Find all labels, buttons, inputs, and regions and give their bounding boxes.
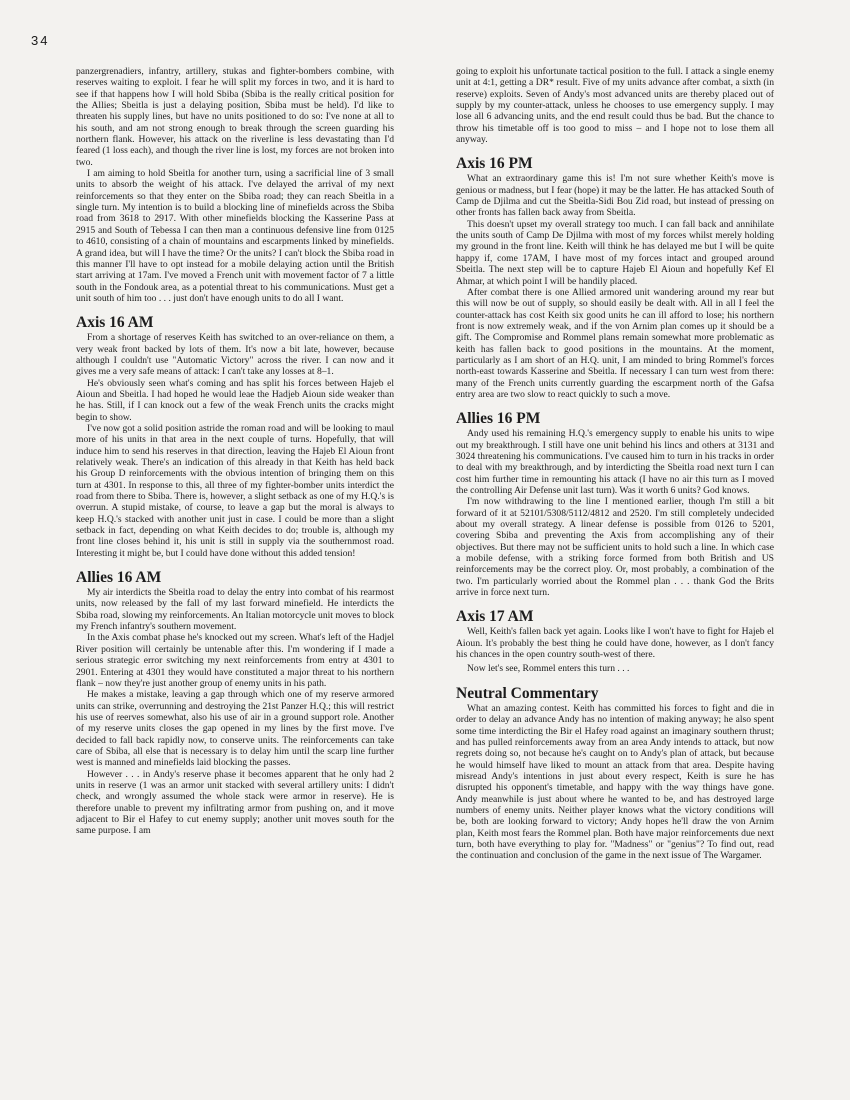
section-heading: Axis 17 AM: [456, 608, 534, 626]
right-column: [456, 66, 774, 862]
section-heading: Allies 16 AM: [76, 569, 162, 587]
body-paragraph: panzergrenadiers, infantry, artillery, stukas and fighter-bombers combine, with reserves waiting to exploit. I fear he will split my forces in two, and it is hard to see if that happens how I will hold Sbiba (Sbiba is the really critical position for the Allies; Sbeitla is just a delaying position, Sbiba must be held). I'd like to threaten his supply lines, but have no units positioned to do so: I've none at all to his south, and am not strong enough to break through the screen guarding his northern flank. However, his attack on the riverline is less devastating than I'd feared (1 loss each), and though the river line is lost, my forces are not broken into two.: [76, 66, 394, 168]
section-heading: Allies 16 PM: [456, 410, 541, 428]
body-paragraph: Now let's see, Rommel enters this turn . . .: [467, 663, 630, 675]
body-paragraph: What an amazing contest. Keith has committed his forces to fight and die in order to delay an advance Andy has no intention of making anyway; he also spent some time interdicting the Bir el Hafey road against an imaginary southern thrust; and has pulled reinforcements away from an area Andy intends to attack, but now regrets doing so, not because he's caught on to Andy's plan of attack, but because he would himself have liked to mount an attack from that area. Despite having misread Andy's intentions in just about every respect, Keith is sure he has disrupted his opponent's timetable, and happy with the way things have gone. Andy meanwhile is just about where he wanted to be, and has destroyed large numbers of enemy units. Neither player knows what the victory conditions will be, both are looking forward to victory; Andy hopes he'll draw the von Arnim plan, Keith most fears the Rommel plan. Both have major reinforcements due next turn, both have everything to play for. "Madness" or "genius"? To find out, read the continuation and conclusion of the game in the next issue of The Wargamer.: [456, 702, 774, 862]
section-spacer: [456, 400, 774, 410]
body-paragraph: I'm now withdrawing to the line I mentioned earlier, though I'm still a bit forward of it at 52101/5308/5112/4812 and 2520. I'm still completely undecided about my overall strategy. A linear defense is possible from 0126 to 5201, covering Sbiba and preventing the Axis from accomplishing any of their objectives. But there may not be sufficient units to hold such a line. In which case a mobile defense, with a striking force formed from both British and US reinforcements may be the correct ploy. Or, most probably, a combination of the two. I'm particularly worried about the Rommel plan . . . thank God the Brits arrive in force next turn.: [456, 496, 774, 599]
page-number: 34: [31, 33, 50, 48]
body-paragraph: He makes a mistake, leaving a gap through which one of my reserve armored units can strike, overrunning and destroying the 21st Panzer H.Q.; this will restrict his use of reerves somewhat, also his use of air in a ground support role. Another of my reserve units closes the gap opened in my lines by the first move. I've decided to fall back rapidly now, to conserve units. The reinforcements can take care of Sbiba, all else that is necessary is to delay him until the scarp line further west is manned and minefields laid blocking the passes.: [76, 689, 394, 769]
section-heading: Axis 16 PM: [456, 155, 533, 173]
body-paragraph: After combat there is one Allied armored unit wandering around my rear but this will now be out of supply, so should easily be dealt with. All in all I feel the counter-attack has cost Keith six good units he can ill afford to lose; his northern front is now extremely weak, and if the von Arnim plan comes up it should be a gift. The Compromise and Rommel plans remain somewhat more problematic as keith has fallen back to good positions in the mountains. At the moment, particularly as I am short of an H.Q. unit, I am minded to bring Rommel's forces north-east towards Kasserine and Sbeitla. If necessary I can turn west from there: many of the French units currently guarding the escarpment north of the Gafsa entry area are two slow to react quickly to such a move.: [456, 286, 774, 400]
body-paragraph: I've now got a solid position astride the roman road and will be looking to maul more of his units in that area in the next couple of turns. Hopefully, that will induce him to send his reserves in that direction, leaving the Hajeb El Aioun front relatively weak. There's an indication of this already in that Keith has held back his Group D reinforcements with the obvious intention of bringing them on this turn at 4301. In response to this, all three of my fighter-bomber units interdict the road from there to Sbiba. There is, however, a slight setback as one of my H.Q.'s is overrun. A stupid mistake, of course, to leave a gap but the moral is always to keep H.Q.'s stacked with another unit just in case. I could be more than a slight setback in fact, depending on what Keith decides to do; trouble is, although my front line closes behind it, his unit is still in supply via the southernmost road. Interesting it might be, but I could have done without this added tension!: [76, 422, 394, 559]
body-paragraph: This doesn't upset my overall strategy too much. I can fall back and annihilate the units south of Camp De Djilma with most of my forces whilst merely holding my ground in the front line. Keith will think he has delayed me but I will be quite happy if, come 17AM, I have most of my forces intact and grouped around Sbeitla. The next step will be to capture Hajeb El Aioun and hopefully Kef El Ahmar, at which point I will be handily placed.: [456, 218, 774, 287]
body-paragraph: However . . . in Andy's reserve phase it becomes apparent that he only had 2 units in reserve (1 was an armor unit stacked with several artillery units: I didn't check, and wrongly assumed the whole stack were armor in reserve). He is therefore unable to prevent my infiltrating armor from pushing on, and it move adjacent to Bir el Hafey to cut enemy supply; another unit moves south for the same purpose. I am: [76, 768, 394, 837]
section-spacer: [456, 675, 774, 685]
section-spacer: [76, 559, 394, 569]
body-paragraph: From a shortage of reserves Keith has switched to an over-reliance on them, a very weak front backed by lots of them. It's now a bit late, however, because although I couldn't use "Automatic Victory" across the river. I can now and it gives me a very safe means of attack: I can't take any losses at 8–1.: [76, 332, 394, 378]
body-paragraph: In the Axis combat phase he's knocked out my screen. What's left of the Hadjel River position will certainly be untenable after this. I'm wondering if I made a serious strategic error switching my next reinforcements from entry at 4301 to 2901. Entering at 4301 they would have constituted a major threat to his northern flank – now they're just another group of enemy units in his path.: [76, 632, 394, 689]
section-heading: Axis 16 AM: [76, 314, 154, 332]
body-paragraph: He's obviously seen what's coming and has split his forces between Hajeb el Aioun and Sbeitla. I had hoped he would leae the Hadjeb Aioun side weaker than he has. Still, if I can knock out a few of the weak French units the cracks might begin to show.: [76, 377, 394, 423]
body-paragraph: I am aiming to hold Sbeitla for another turn, using a sacrificial line of 3 small units to absorb the weight of his attack. I've delayed the arrival of my next reinforcements so that they enter on the Sbiba road; they can reach Sbeitla in a single turn. My intention is to build a blocking line of minefields across the Sbiba road from 3618 to 2917. With other minefields blocking the Kasserine Pass at 2915 and South of Tebessa I can then man a continuous defensive line from 0125 to 4610, consisting of a chain of mountains and escarpments linked by minefields. A grand idea, but will I have the time? Or the units? I can't block the Sbiba road in this manner I'll have to opt instead for a mobile delaying action until the British start arriving at 17am. I've moved a French unit with movement factor of 7 a little south in the Fondouk area, as a potential threat to his communications. Must get a unit south of him too . . . just don't have enough units to do all I want.: [76, 168, 394, 304]
body-paragraph: My air interdicts the Sbeitla road to delay the entry into combat of his rearmost units, now released by the fall of my last forward minefield. He interdicts the Sbiba road, slowing my reinforcements. An Italian motorcycle unit moves to block my French infantry's southern movement.: [76, 587, 394, 633]
body-paragraph: What an extraordinary game this is! I'm not sure whether Keith's move is genious or madness, but I fear (hope) it may be the latter. He has attacked South of Camp de Djilma and cut the Sbeitla-Sidi Bou Zid road, but instead of pressing on other fronts has fallen back away from Sbeitla.: [456, 173, 774, 219]
section-spacer: [456, 598, 774, 608]
body-paragraph: Well, Keith's fallen back yet again. Looks like I won't have to fight for Hajeb el Aioun. It's probably the best thing he could have done, however, as I don't fancy his chances in the open country south-west of there.: [456, 626, 774, 661]
section-heading: Neutral Commentary: [456, 684, 599, 702]
body-paragraph: going to exploit his unfortunate tactical position to the full. I attack a single enemy unit at 4:1, getting a DR* result. Five of my units advance after combat, a sixth (in reserve) exploits. Seven of Andy's most advanced units are thereby placed out of supply by my counter-attack, unless he chooses to use emergency supply. I may lose all 6 advancing units, and the end result could thus be bad. But the chance to throw his timetable off is too good to miss – and I hope not to lose them all anyway.: [456, 66, 774, 146]
body-paragraph: Andy used his remaining H.Q.'s emergency supply to enable his units to wipe out my breakthrough. I still have one unit behind his lincs and others at 3131 and 3024 threatening his communications. I've caused him to turn in his tracks in order to deal with my breakthrough, and by interdicting the Sbeitla road next turn I can cost him further time in remounting his attack (I have no air this turn as I moved the controlling Air Defense unit last turn). Was it worth 6 units? God knows.: [456, 428, 774, 496]
section-spacer: [456, 145, 774, 155]
left-column: [76, 66, 394, 837]
section-spacer: [76, 304, 394, 314]
